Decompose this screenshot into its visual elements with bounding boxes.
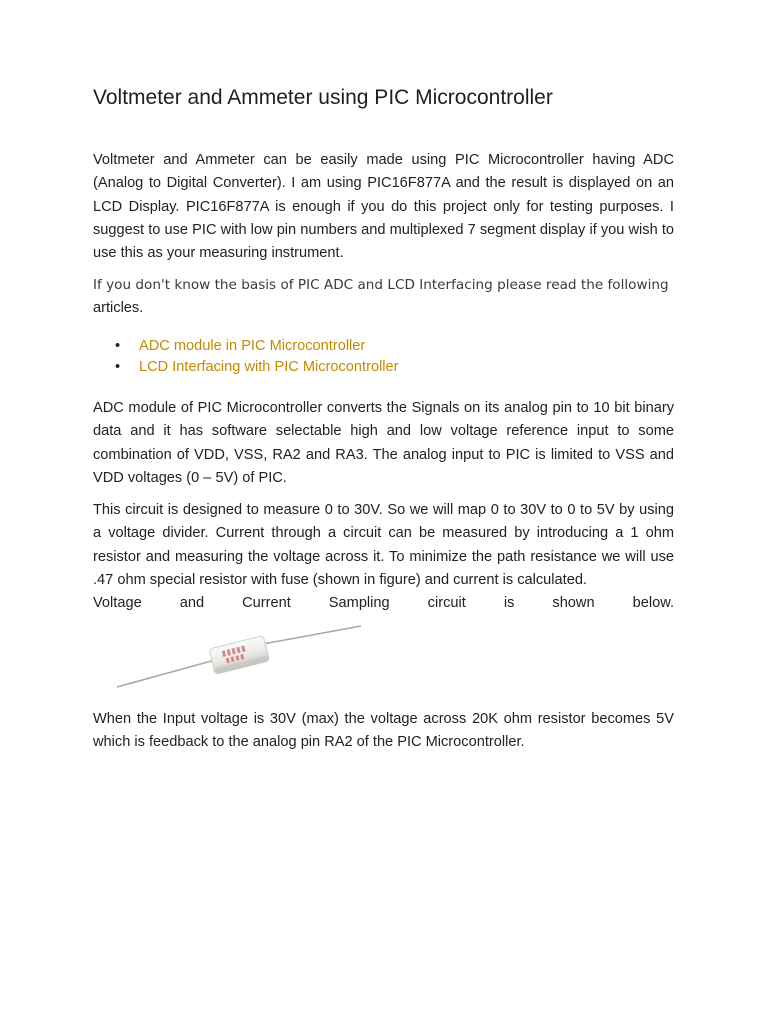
circuit-paragraph (93, 499, 674, 615)
resistor-lead-right (263, 626, 361, 644)
circuit-paragraph-body: This circuit is designed to measure 0 to 30V. So we will map 0 to 30V to 0 to 5V by using a voltage divider. Current through a circuit can be measured by introducing a 1 ohm resistor and measuring the voltage across it. To minimize the path resistance we will use .47 ohm special resistor with fuse (shown in figure) and current is calculated. (93, 502, 674, 588)
prerequisite-lead: If you don't know the basis of PIC ADC and LCD Interfacing please read the following (93, 277, 669, 293)
resistor-body (209, 636, 270, 675)
article-links-list (93, 336, 399, 378)
adc-paragraph: ADC module of PIC Microcontroller converts the Signals on its analog pin to 10 bit binary data and it has software selectable high and low voltage reference input to some combination of VDD, VSS, RA2 and RA3. The analog input to PIC is limited to VSS and VDD voltages (0 – 5V) of PIC. (93, 400, 674, 486)
feedback-paragraph: When the Input voltage is 30V (max) the voltage across 20K ohm resistor becomes 5V which is feedback to the analog pin RA2 of the PIC Microcontroller. (93, 711, 674, 751)
prerequisite-tail: articles. (93, 300, 144, 317)
resistor-image (115, 620, 365, 692)
adc-module-link[interactable]: ADC module in PIC Microcontroller (139, 338, 366, 354)
intro-paragraph: Voltmeter and Ammeter can be easily made using PIC Microcontroller having ADC (Analog to Digital Converter). I am using PIC16F877A and the result is displayed on an LCD Display. PIC16F877A is enough if you do this project only for testing purposes. I suggest to use PIC with low pin numbers and multiplexed 7 segment display if you wish to use this as your measuring instrument. (93, 152, 674, 262)
lcd-interfacing-link[interactable]: LCD Interfacing with PIC Microcontroller (139, 359, 399, 375)
circuit-paragraph-last: Voltage and Current Sampling circuit is shown below. (93, 595, 674, 612)
resistor-lead-left (117, 660, 215, 687)
prerequisite-paragraph (93, 274, 674, 321)
list-item (93, 336, 399, 357)
page-title: Voltmeter and Ammeter using PIC Microcontroller (93, 86, 553, 109)
list-item (93, 357, 399, 378)
